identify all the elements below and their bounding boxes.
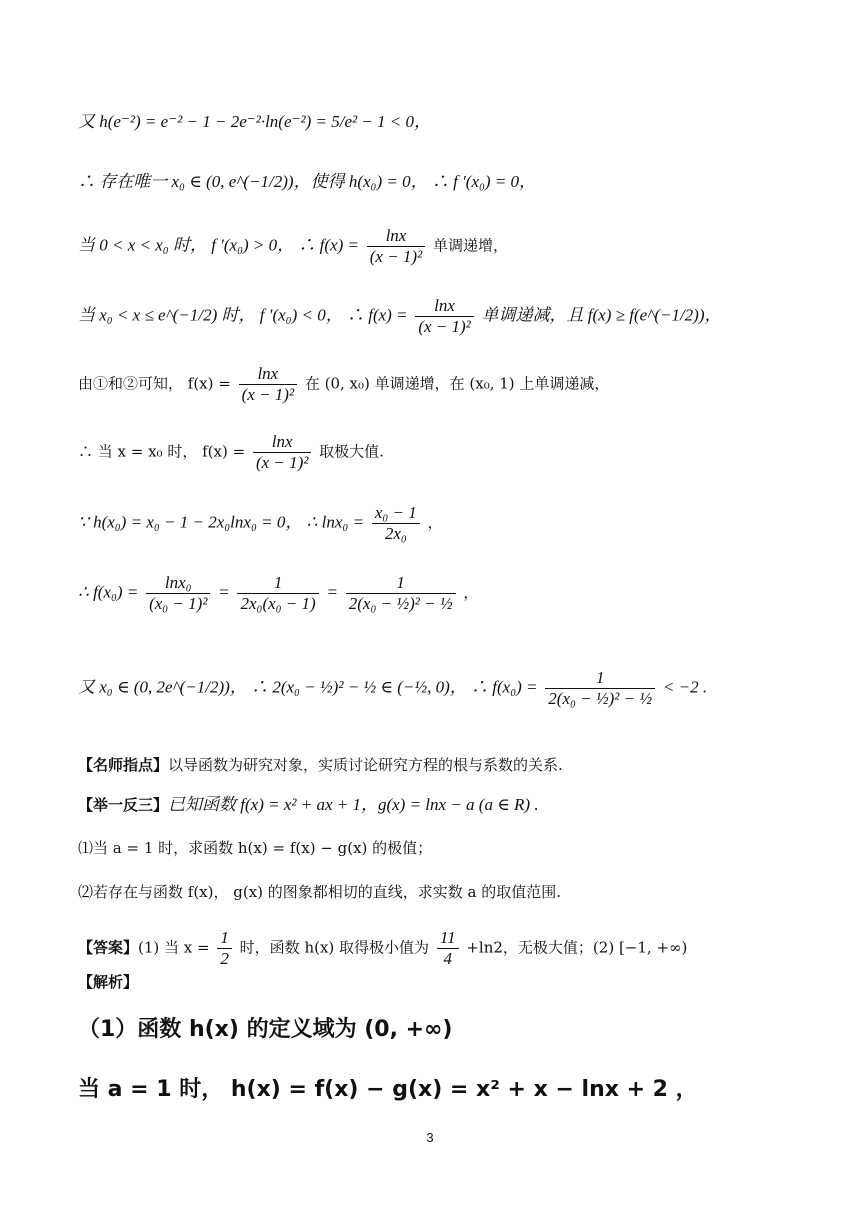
equals: = [326, 582, 338, 602]
numerator: lnx [367, 226, 425, 247]
numerator: 11 [437, 928, 459, 949]
denominator: (x − 1)² [241, 385, 295, 404]
fraction [545, 668, 655, 709]
fraction [239, 364, 297, 405]
question-2-text: ⑵若存在与函数 f(x)， g(x) 的图象都相切的直线，求实数 a 的取值范围. [78, 883, 562, 901]
line-h-x0: ∵ h(x₀) = x₀ − 1 − 2x₀lnx₀ = 0， ∴ lnx₀ = $\frac{\text{x₀ − 1}}{\text{2x₀}}$ ， [78, 503, 443, 543]
numerator: lnx [239, 364, 297, 385]
denominator: 4 [443, 949, 452, 968]
formula: 当 0 < x < x₀ 时， f ′(x₀) > 0， ∴ f(x) = [78, 235, 359, 255]
denominator: 2x₀(x₀ − 1) [240, 594, 316, 613]
question-1-text: ⑴当 a = 1 时，求函数 h(x) = f(x) − g(x) 的极值； [78, 839, 433, 857]
formula: 当 x₀ < x ≤ e^(−1/2) 时， f ′(x₀) < 0， ∴ f(x) = [78, 305, 408, 325]
formula: ∴ 存在唯一 x₀ ∈ (0, e^(−1/2))，使得 h(x₀) = 0， ∴ f ′(x₀) = 0， [78, 172, 537, 191]
fraction [253, 432, 311, 473]
page-number: 3 [426, 1130, 434, 1145]
numerator: lnx [253, 432, 311, 453]
analysis-label: 【解析】 [78, 973, 139, 991]
answer-text: +ln2，无极大值；(2) [−1, +∞) [466, 938, 688, 957]
question-2 [78, 882, 561, 902]
scanned-line-1 [78, 1012, 452, 1043]
analysis-line [78, 972, 138, 992]
formula: ∵ h(x₀) = x₀ − 1 − 2x₀lnx₀ = 0， ∴ lnx₀ = [78, 512, 365, 532]
answer-text: (1) 当 x = [138, 938, 210, 957]
line-exists-unique [78, 172, 536, 192]
denominator: (x₀ − 1)² [149, 594, 208, 613]
line-increasing [78, 226, 508, 267]
answer-text: 时，函数 h(x) 取得极小值为 [239, 938, 430, 957]
answer-line [78, 928, 687, 969]
formula: < −2 . [662, 677, 708, 697]
formula: ∴ f(x₀) = [78, 582, 139, 602]
denominator: 2(x₀ − ½)² − ½ [548, 689, 653, 708]
answer-label: 【答案】 [78, 938, 139, 957]
question-1 [78, 838, 432, 858]
fraction [367, 226, 425, 267]
tip-line [78, 755, 563, 775]
denominator: (x − 1)² [418, 317, 471, 336]
numerator: x₀ − 1 [372, 503, 420, 524]
line-from-1-2 [78, 364, 609, 405]
text: 单调递增， [432, 236, 508, 255]
scanned-text: （1）函数 h(x) 的定义域为 (0, +∞) [78, 1017, 453, 1042]
denominator: 2(x₀ − ½)² − ½ [348, 594, 453, 613]
equals: = [218, 582, 230, 602]
tip-label: 【名师指点】 [78, 756, 169, 774]
denominator: 2 [220, 949, 229, 968]
example-label: 【举一反三】 [78, 796, 169, 814]
fraction [372, 503, 420, 544]
text: 在 (0, x₀) 单调递增，在 (x₀, 1) 上单调递减， [304, 374, 610, 393]
scanned-text: 当 a = 1 时， h(x) = f(x) − g(x) = x² + x − lnx + 2 ， [78, 1077, 698, 1102]
fraction [415, 296, 473, 337]
scanned-line-2 [78, 1072, 698, 1103]
numerator: lnx₀ [146, 573, 210, 594]
text: 取极大值. [319, 442, 384, 461]
line-max-value [78, 432, 384, 473]
numerator: lnx [415, 296, 473, 317]
numerator: 1 [217, 928, 232, 949]
example-line [78, 795, 539, 815]
text: 单调递减，且 f(x) ≥ f(e^(−1/2))， [481, 305, 722, 325]
fraction [346, 573, 456, 614]
line-x0-range [78, 668, 707, 709]
denominator: (x − 1)² [255, 453, 309, 472]
formula: 又 h(e⁻²) = e⁻² − 1 − 2e⁻²·ln(e⁻²) = 5/e² − 1 < 0， [78, 112, 432, 131]
fraction [217, 928, 232, 969]
numerator: 1 [545, 668, 655, 689]
line-h-e-neg2 [78, 112, 431, 132]
numerator: 1 [237, 573, 318, 594]
formula: 又 x₀ ∈ (0, 2e^(−1/2))， ∴ 2(x₀ − ½)² − ½ ∈ (−½, 0)， ∴ f(x₀) = [78, 677, 538, 697]
text: 由①和②可知， f(x) = [78, 374, 231, 393]
fraction [437, 928, 459, 969]
denominator: 2x₀ [384, 524, 407, 543]
line-f-x0: ∴ f(x₀) = $\frac{\text{lnx₀}}{\text{(x₀ − 1)²}}$ = $\frac{1}{\text{2x₀(x₀ − 1)}}$ = $\frac{1}{\text{2(x₀ − ½)² − ½}}$ ， [78, 573, 479, 613]
example-text: 已知函数 f(x) = x² + ax + 1，g(x) = lnx − a (a ∈ R) . [168, 795, 539, 814]
denominator: (x − 1)² [369, 247, 423, 266]
text: ∴ 当 x = x₀ 时， f(x) = [78, 442, 246, 461]
line-decreasing [78, 296, 722, 337]
tip-text: 以导函数为研究对象，实质讨论研究方程的根与系数的关系. [168, 756, 563, 774]
numerator: 1 [346, 573, 456, 594]
fraction [146, 573, 210, 614]
fraction [237, 573, 318, 614]
